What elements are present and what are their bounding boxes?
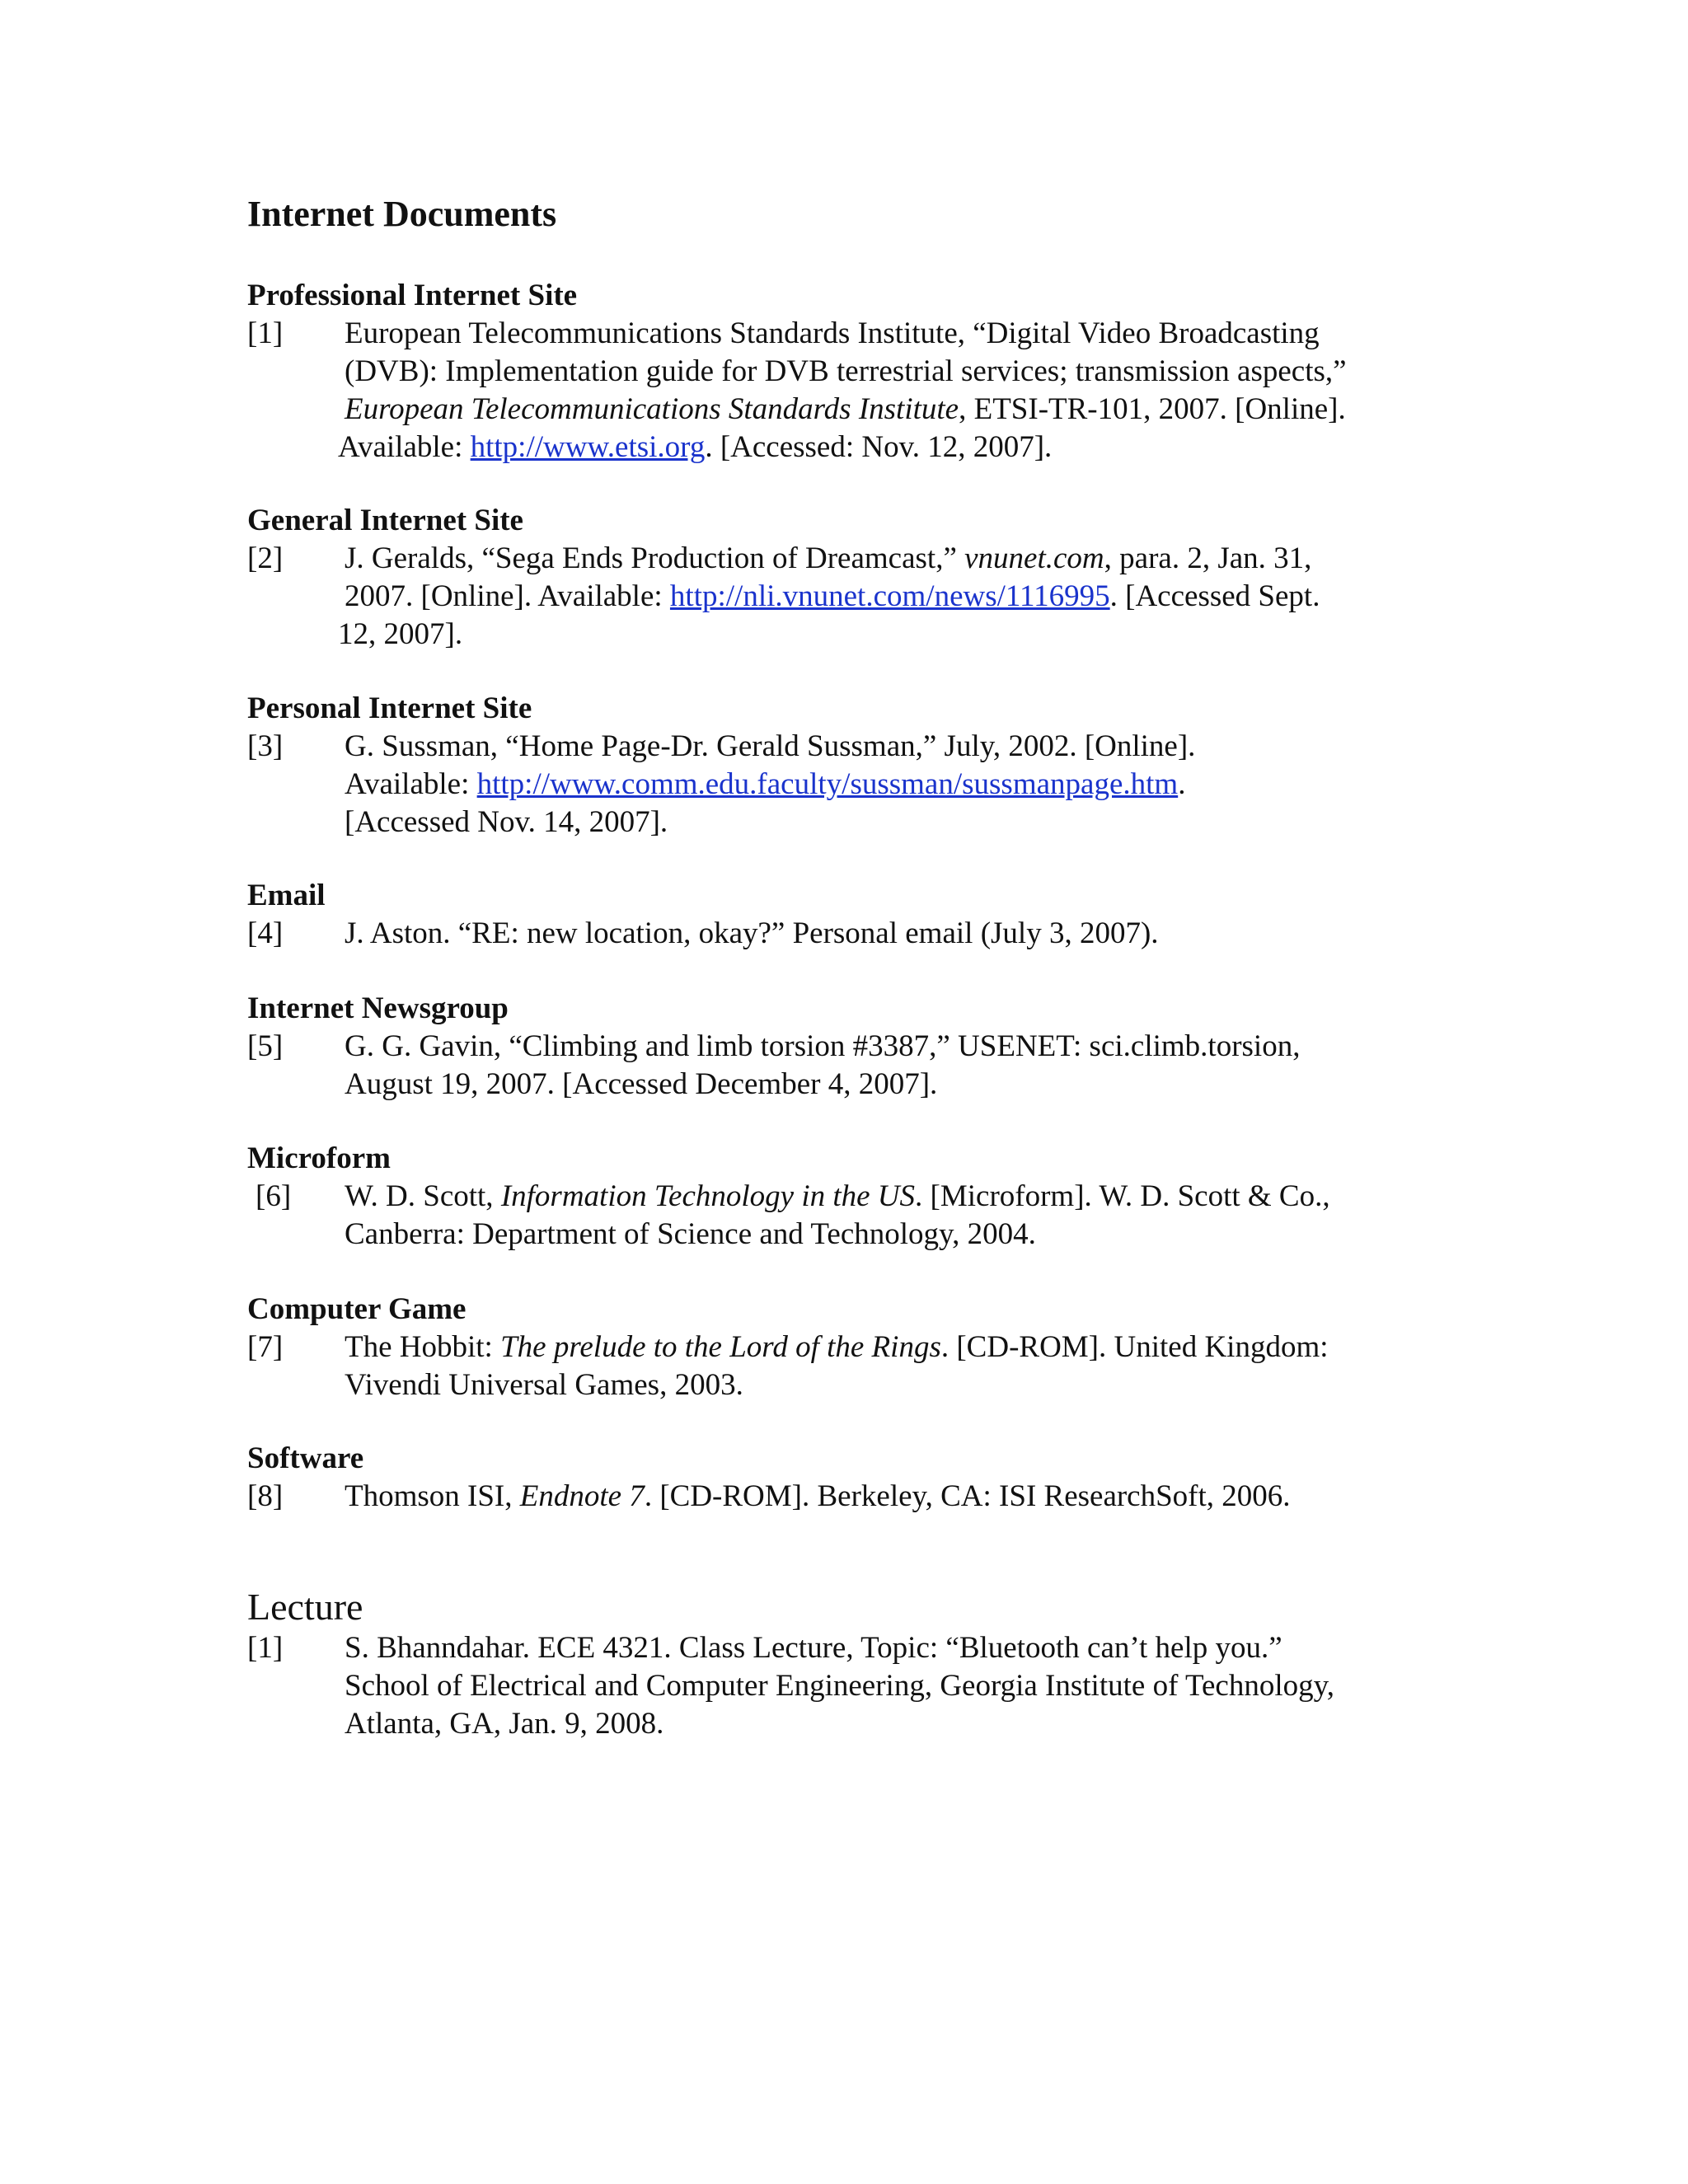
reference-entry-8 bbox=[247, 1478, 1451, 1516]
reference-line bbox=[345, 1178, 1451, 1216]
reference-line: Canberra: Department of Science and Technology, 2004. bbox=[345, 1217, 1036, 1251]
subheading-software: Software bbox=[247, 1441, 364, 1475]
reference-entry-5 bbox=[247, 1028, 1451, 1104]
reference-entry-4 bbox=[247, 915, 1451, 953]
reference-text-segment: . [CD-ROM]. Berkeley, CA: ISI ResearchSoft, 2006. bbox=[644, 1479, 1291, 1513]
reference-text bbox=[345, 1629, 1451, 1743]
reference-line bbox=[345, 766, 1451, 804]
reference-entry-3 bbox=[247, 728, 1451, 841]
reference-line bbox=[345, 1478, 1451, 1516]
reference-text bbox=[345, 915, 1451, 953]
subheading-microform: Microform bbox=[247, 1141, 391, 1175]
section-heading-lecture: Lecture bbox=[247, 1586, 363, 1628]
reference-entry-6 bbox=[247, 1178, 1451, 1254]
reference-text-segment: 2007. [Online]. Available: bbox=[345, 579, 670, 613]
reference-line bbox=[345, 540, 1451, 578]
lecture-reference-entry-1 bbox=[247, 1629, 1451, 1743]
italic-title: European Telecommunications Standards Institute bbox=[345, 392, 959, 426]
reference-number: [2] bbox=[247, 541, 284, 575]
reference-number: [7] bbox=[247, 1330, 284, 1364]
vnunet-link[interactable]: http://nli.vnunet.com/news/1116995 bbox=[669, 579, 1110, 613]
reference-text-segment: , para. 2, Jan. 31, bbox=[1104, 541, 1312, 575]
reference-number: [4] bbox=[247, 916, 284, 950]
italic-title: Endnote 7 bbox=[519, 1479, 645, 1513]
reference-line: G. Sussman, “Home Page-Dr. Gerald Sussman,” July, 2002. [Online]. bbox=[345, 729, 1196, 763]
reference-line: (DVB): Implementation guide for DVB terrestrial services; transmission aspects,” bbox=[345, 354, 1347, 388]
reference-line: J. Aston. “RE: new location, okay?” Personal email (July 3, 2007). bbox=[345, 916, 1159, 950]
reference-line: Vivendi Universal Games, 2003. bbox=[345, 1368, 743, 1402]
reference-number: [5] bbox=[247, 1029, 284, 1063]
reference-line: 12, 2007]. bbox=[338, 617, 463, 651]
subheading-professional-internet-site: Professional Internet Site bbox=[247, 279, 578, 312]
reference-line bbox=[345, 1329, 1451, 1366]
italic-title: vnunet.com bbox=[964, 541, 1104, 575]
reference-line: Atlanta, GA, Jan. 9, 2008. bbox=[345, 1707, 664, 1741]
reference-text-segment: . [CD-ROM]. United Kingdom: bbox=[940, 1330, 1329, 1364]
reference-line: European Telecommunications Standards Institute, “Digital Video Broadcasting bbox=[345, 316, 1320, 350]
subheading-internet-newsgroup: Internet Newsgroup bbox=[247, 991, 509, 1025]
reference-line: August 19, 2007. [Accessed December 4, 2007]. bbox=[345, 1067, 938, 1101]
reference-entry-2 bbox=[247, 540, 1451, 654]
reference-text bbox=[338, 315, 1451, 466]
reference-number: [3] bbox=[247, 729, 284, 763]
reference-text-segment: The Hobbit: bbox=[345, 1330, 501, 1364]
italic-title: Information Technology in the US bbox=[500, 1179, 916, 1213]
reference-line bbox=[345, 578, 1451, 616]
reference-line bbox=[338, 429, 1451, 466]
reference-text bbox=[345, 728, 1451, 841]
subheading-computer-game: Computer Game bbox=[247, 1292, 467, 1326]
reference-entry-1 bbox=[247, 315, 1451, 466]
subheading-email: Email bbox=[247, 879, 326, 912]
reference-text-segment: Available: bbox=[345, 767, 477, 801]
reference-text bbox=[345, 1028, 1451, 1104]
reference-text bbox=[345, 1478, 1451, 1516]
reference-line: [Accessed Nov. 14, 2007]. bbox=[345, 805, 668, 839]
italic-title: The prelude to the Lord of the Rings bbox=[500, 1330, 941, 1364]
reference-line bbox=[345, 391, 1451, 429]
reference-text-segment: Thomson ISI, bbox=[345, 1479, 520, 1513]
reference-line: G. G. Gavin, “Climbing and limb torsion #3387,” USENET: sci.climb.torsion, bbox=[345, 1029, 1301, 1063]
sussman-page-link[interactable]: http://www.comm.edu.faculty/sussman/sussmanpage.htm bbox=[476, 767, 1179, 801]
reference-line: School of Electrical and Computer Engineering, Georgia Institute of Technology, bbox=[345, 1669, 1334, 1703]
subheading-personal-internet-site: Personal Internet Site bbox=[247, 691, 532, 725]
reference-entry-7 bbox=[247, 1329, 1451, 1404]
reference-text-segment: , ETSI-TR-101, 2007. [Online]. bbox=[959, 392, 1346, 426]
reference-line: S. Bhanndahar. ECE 4321. Class Lecture, Topic: “Bluetooth can’t help you.” bbox=[345, 1631, 1282, 1665]
reference-text-segment: . [Accessed Sept. bbox=[1109, 579, 1320, 613]
reference-text-segment: . bbox=[1178, 767, 1186, 801]
reference-number: [8] bbox=[247, 1479, 284, 1513]
reference-text-segment: W. D. Scott, bbox=[345, 1179, 501, 1213]
reference-text bbox=[338, 540, 1451, 654]
subheading-general-internet-site: General Internet Site bbox=[247, 504, 523, 537]
reference-text-segment: Available: bbox=[338, 430, 471, 464]
reference-text-segment: J. Geralds, “Sega Ends Production of Dreamcast,” bbox=[345, 541, 965, 575]
reference-number: [6] bbox=[256, 1179, 292, 1213]
etsi-link[interactable]: http://www.etsi.org bbox=[470, 430, 706, 464]
reference-text bbox=[345, 1178, 1451, 1254]
reference-text-segment: . [Accessed: Nov. 12, 2007]. bbox=[705, 430, 1053, 464]
reference-text-segment: . [Microform]. W. D. Scott & Co., bbox=[915, 1179, 1330, 1213]
reference-number: [1] bbox=[247, 1631, 284, 1665]
reference-number: [1] bbox=[247, 316, 284, 350]
section-heading-internet-documents: Internet Documents bbox=[247, 194, 557, 234]
reference-text bbox=[345, 1329, 1451, 1404]
